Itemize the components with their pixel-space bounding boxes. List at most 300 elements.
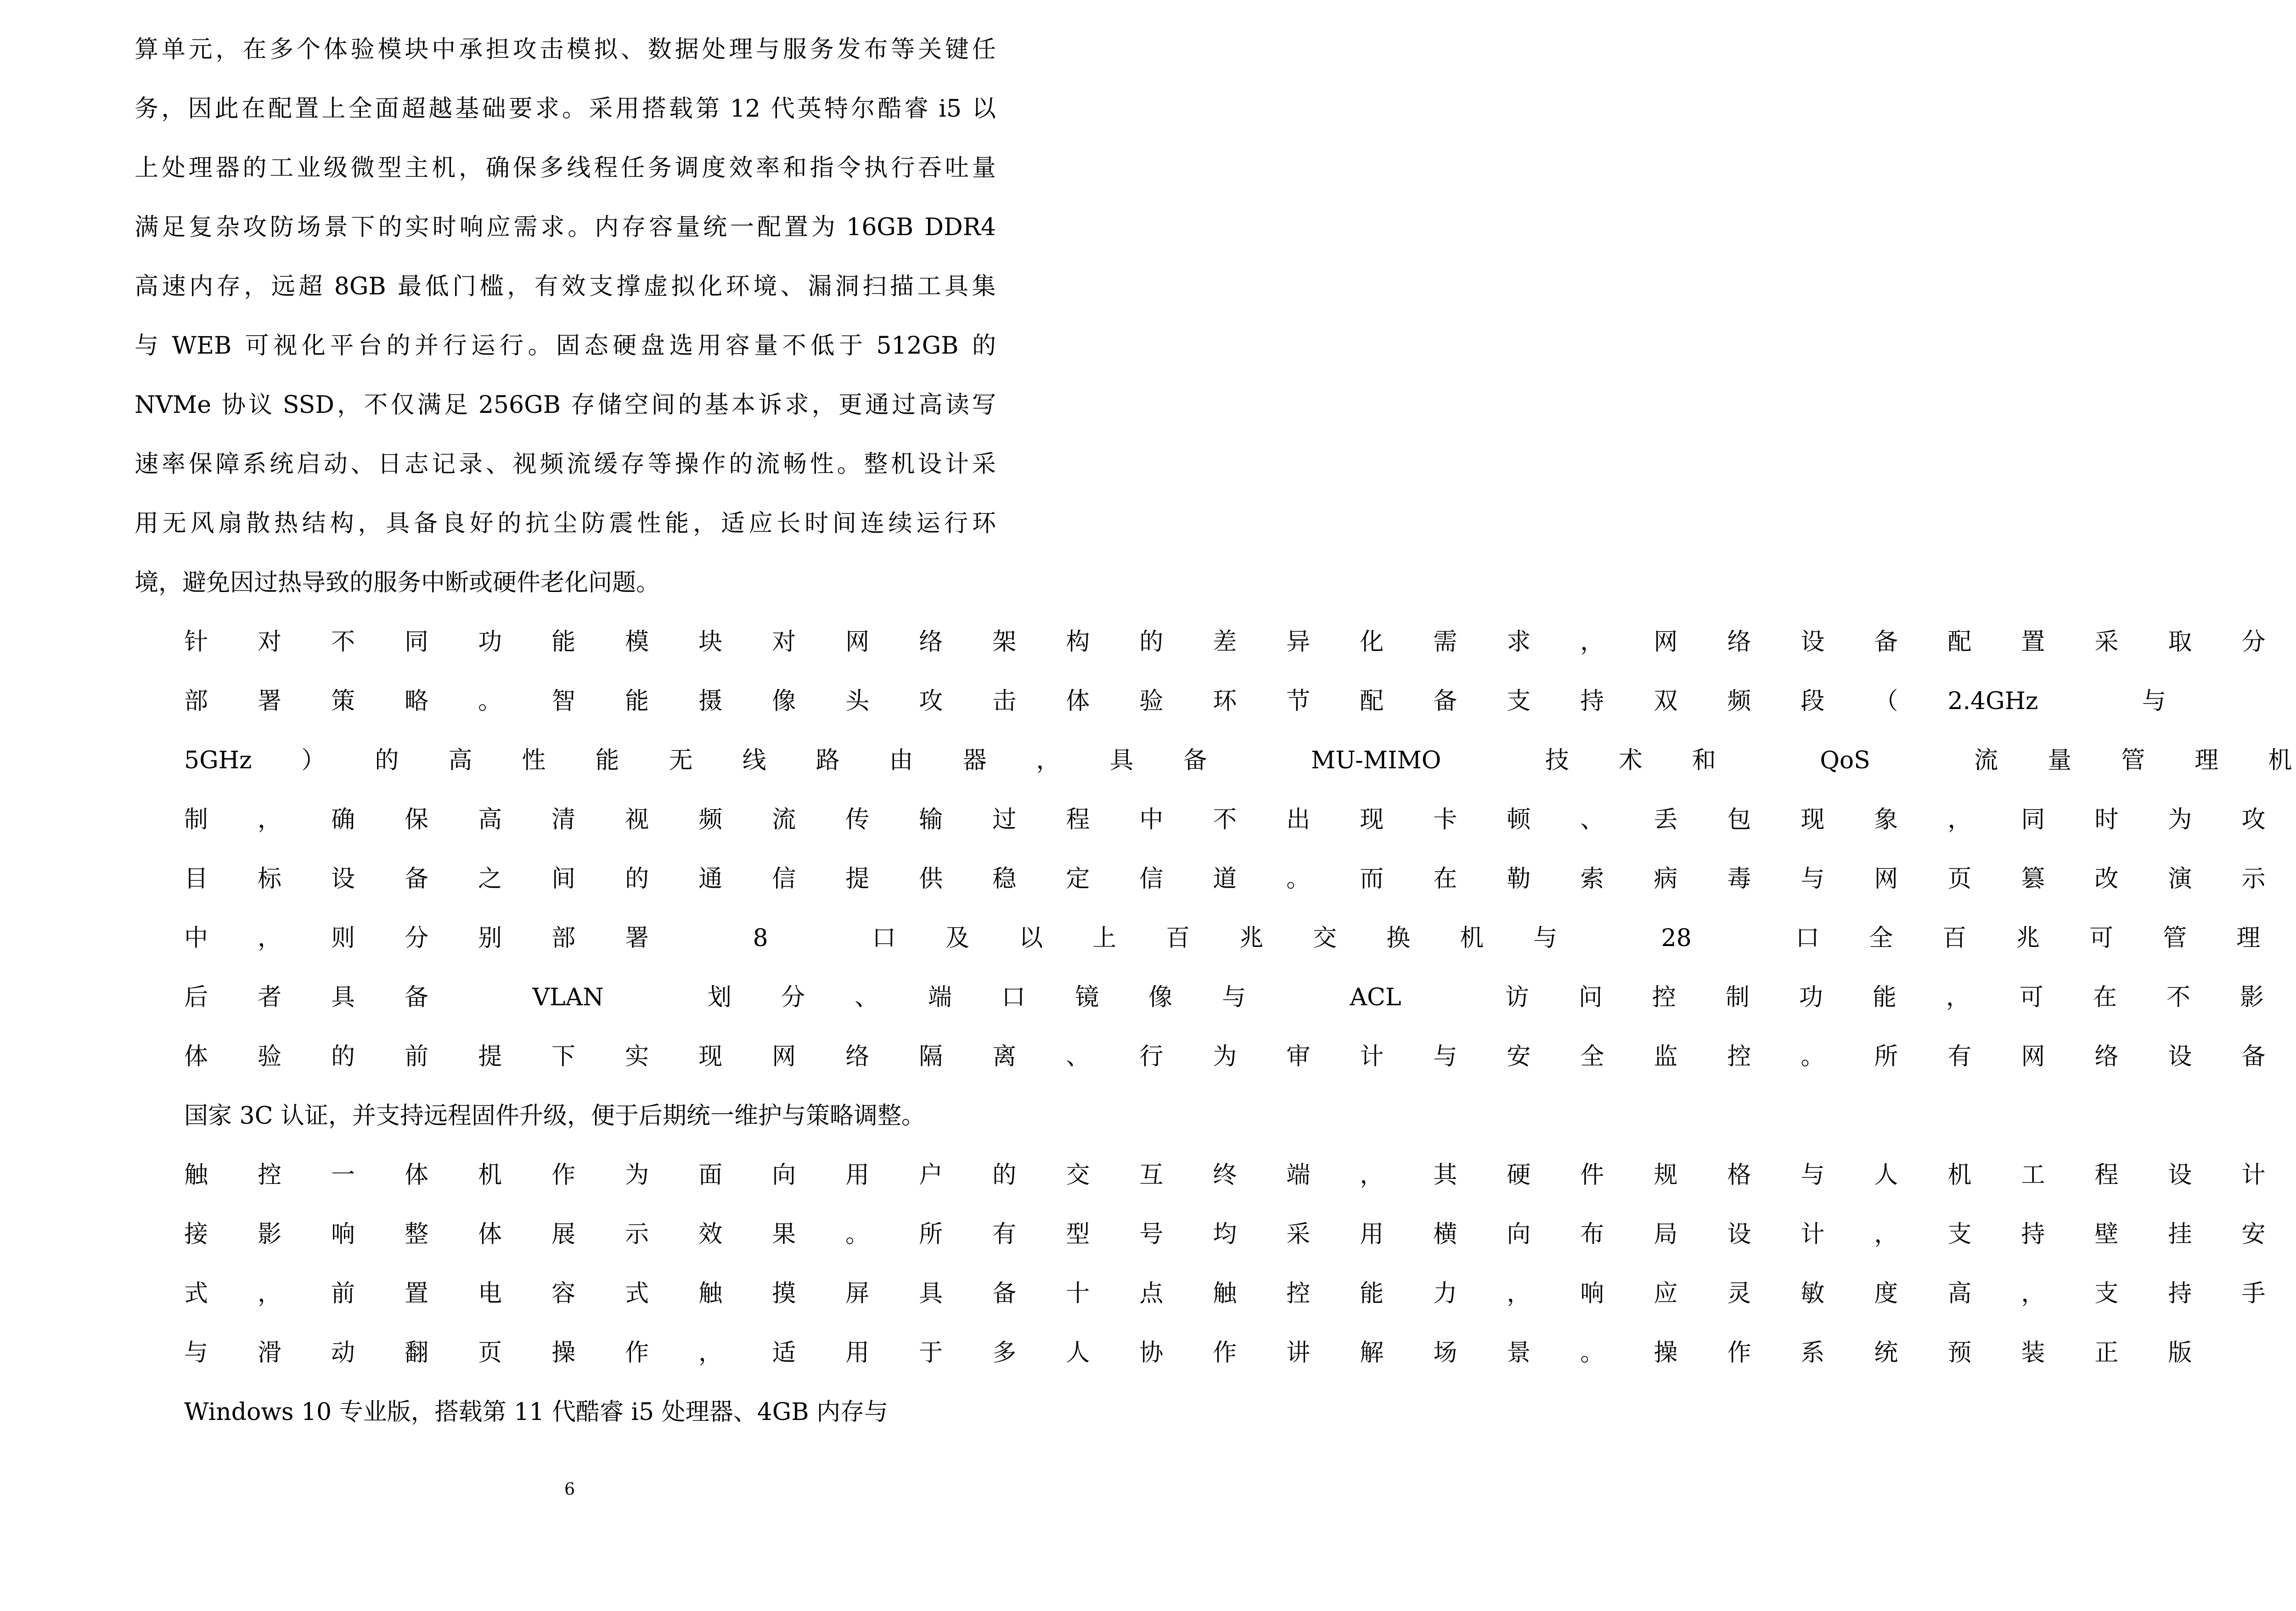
text-token: 更 [838,391,862,419]
text-token: 全 [1580,1043,1604,1070]
text-token: 洞 [835,273,859,300]
text-token: 全 [348,95,372,123]
text-token: 与 [135,332,159,360]
text-token [768,909,822,968]
text-token: 为 [1213,1043,1237,1070]
text-token: 为 [625,1161,649,1189]
text-token: 向 [1507,1221,1531,1248]
text-token: 布 [864,36,888,63]
text-token: 毒 [1727,865,1751,893]
text-token: 主 [405,154,429,182]
text-token: 电 [478,1280,502,1307]
text-token: 震 [609,510,633,537]
document-text-body [135,20,2292,1442]
text-token: 与 [1801,1161,1825,1189]
text-token: 与 [756,36,780,63]
text-token: ， [1946,984,1970,1011]
text-token: 扫 [862,273,887,300]
text-token: 持 [2168,1280,2192,1307]
text-token: 担 [485,36,510,63]
text-token: 效 [729,154,753,182]
text-token: 满 [417,391,441,419]
text-token: 备 [405,865,429,893]
text-token: 果 [772,1221,796,1248]
text-token: 所 [1874,1043,1898,1070]
text-token: 视 [625,806,649,834]
text-token: 高 [135,273,159,300]
text-token: 续 [888,510,912,537]
text-token: 机 [478,1161,502,1189]
text-token: 终 [1213,1161,1237,1189]
text-token: 选 [669,332,693,360]
text-token: 启 [296,451,321,478]
text-token: 功 [478,628,502,656]
text-token: 勒 [1507,865,1531,893]
text-token: 承 [458,36,483,63]
text-token [2038,672,2092,731]
text-token: 与 [2142,687,2166,715]
text-token: 工 [917,273,941,300]
text-token: 象 [1874,806,1898,834]
text-token: 能 [595,747,619,774]
text-token: 版 [2168,1339,2192,1367]
text-token: 可 [2019,984,2043,1011]
text-token: 28 [1661,924,1692,952]
text-token: 智 [551,687,576,715]
text-token: 基 [455,95,479,123]
text-token: 本 [731,391,755,419]
text-token: 取 [2168,628,2192,656]
text-token [931,79,936,139]
text-token: 屏 [845,1280,870,1307]
text-token: 触 [184,1161,208,1189]
text-token: 速 [135,451,159,478]
text-token: 键 [945,36,969,63]
text-token: 响 [331,1221,355,1248]
text-token: 攻 [512,36,537,63]
text-token: 头 [845,687,870,715]
text-token: 结 [302,510,326,537]
text-token: 务 [647,154,672,182]
text-token: 可 [245,332,269,360]
text-token: 务 [810,36,834,63]
text-token: 者 [258,984,282,1011]
text-token: ， [258,1280,282,1307]
text-token: 率 [161,451,186,478]
text-token: 验 [350,36,375,63]
text-token: 不 [782,332,806,360]
text-token: 诉 [758,391,782,419]
text-token: 现 [1801,806,1825,834]
text-token: 响 [459,214,484,241]
text-token: 一 [730,214,754,241]
text-line [135,494,996,553]
text-token: 触 [698,1280,723,1307]
text-token: 对 [258,628,282,656]
text-token: 挂 [2168,1221,2192,1248]
text-token: 像 [1148,984,1173,1011]
text-token: 景 [1507,1339,1531,1367]
text-token: 量 [754,332,778,360]
text-token: 256GB [478,391,561,419]
text-token: 理 [188,154,213,182]
text-token [867,316,872,376]
text-token: 网 [1654,628,1678,656]
text-token [649,909,703,968]
text-line [135,79,996,139]
text-token: 功 [1799,984,1823,1011]
text-token: 控 [1727,1043,1751,1070]
text-token: 处 [702,36,726,63]
text-token: 管 [2121,747,2145,774]
text-token: 击 [992,687,1017,715]
text-token: 系 [242,451,267,478]
text-token: 作 [1727,1339,1751,1367]
text-token: 监 [1654,1043,1678,1070]
text-token [1441,731,1495,790]
text-token: 酷 [878,95,902,123]
text-line [135,1205,2266,1264]
text-token: 上 [135,154,159,182]
text-token: ， [811,391,836,419]
text-token: 元 [188,36,213,63]
text-token: 应 [486,214,511,241]
text-token [563,376,568,435]
text-token: 摸 [772,1280,796,1307]
text-token: 流 [756,451,780,478]
text-token: 现 [1360,806,1384,834]
text-token: 手 [2241,1280,2266,1307]
text-token [2265,1146,2296,1205]
text-token: 操 [675,451,699,478]
text-token: 应 [1654,1280,1678,1307]
text-token: 日 [377,451,402,478]
text-token: 度 [1874,1280,1898,1307]
text-token: 流 [772,806,796,834]
text-token: 交 [1313,924,1337,952]
text-token: 容 [726,332,750,360]
text-token: 模 [377,36,402,63]
text-token: 页 [1947,865,1972,893]
text-token: 个 [296,36,321,63]
page-number: 6 [564,1480,575,1499]
text-token: 漏 [808,273,832,300]
text-token: 多 [540,154,564,182]
text-token: 。 [528,332,552,360]
text-token: 持 [1580,687,1604,715]
text-token: 时 [805,510,829,537]
text-token: 并 [415,332,439,360]
text-token: 等 [647,451,672,478]
text-token: 时 [432,214,456,241]
text-token [917,198,921,257]
text-token: 与 [1801,865,1825,893]
para-hardware-compute [135,20,996,613]
text-token: 速 [162,273,186,300]
text-token: 篡 [2021,865,2045,893]
text-token: 性 [522,747,546,774]
text-token: 兆 [2016,924,2040,952]
text-token: 频 [1727,687,1751,715]
text-token: 式 [625,1280,649,1307]
text-token: 2.4GHz [1947,687,2038,715]
text-token: 镜 [1075,984,1099,1011]
text-token: 拟 [671,273,695,300]
text-token: 在 [242,36,267,63]
text-token: 像 [772,687,796,715]
text-token [2265,613,2296,672]
text-token: 输 [919,806,943,834]
text-token: 现 [698,1043,723,1070]
text-token: i5 [939,95,962,123]
text-token: 微 [350,154,375,182]
text-token: 验 [1139,687,1164,715]
text-token: 化 [1360,628,1384,656]
text-token: 人 [1066,1339,1090,1367]
text-token: 络 [845,1043,870,1070]
text-token: 吞 [918,154,942,182]
text-token: 百 [1166,924,1190,952]
text-token: 具 [919,1280,943,1307]
text-token: 横 [1433,1221,1458,1248]
text-token: 可 [2089,924,2114,952]
text-token: 中 [1139,806,1164,834]
text-token: 备 [413,510,438,537]
text-token [964,79,969,139]
text-token: 内 [595,214,619,241]
text-token: 。 [837,451,861,478]
text-token: 超 [298,273,323,300]
text-line [135,1146,2266,1205]
text-token: 控 [1652,984,1676,1011]
text-token: 攻 [242,214,267,241]
text-token: 机 [1947,1161,1972,1189]
text-token: 络 [2094,1043,2119,1070]
text-token: 采 [1286,1221,1311,1248]
text-token: 络 [919,628,943,656]
text-token: ， [358,510,382,537]
text-token: 化 [698,273,723,300]
text-token: 防 [581,510,605,537]
text-token [763,79,768,139]
text-token: 网 [2021,1043,2045,1070]
text-token: 攻 [2241,806,2266,834]
text-token: 格 [1727,1161,1751,1189]
text-token: 备 [1874,628,1898,656]
text-line [135,1324,2192,1383]
text-token: 机 [1460,924,1484,952]
text-token: 解 [1360,1339,1384,1367]
text-token: 8GB [334,273,386,300]
text-token: 设 [1801,628,1825,656]
text-token: 的 [386,332,411,360]
text-token: 盘 [641,332,665,360]
text-token [2265,850,2296,909]
text-token: 好 [469,510,494,537]
text-token: 用 [1360,1221,1384,1248]
text-token: 单 [161,36,186,63]
text-token: 灵 [1727,1280,1751,1307]
text-token: 设 [2168,1161,2192,1189]
text-token: ） [301,747,326,774]
text-token [2265,1205,2296,1264]
text-token: 向 [772,1161,796,1189]
text-token: 议 [248,391,273,419]
text-token: 采 [972,451,996,478]
text-token: 、 [620,36,645,63]
text-token: 示 [625,1221,649,1248]
text-token: 用 [845,1161,870,1189]
text-token: 畅 [782,451,807,478]
text-token: 构 [330,510,354,537]
text-token: 面 [375,95,399,123]
text-token: 抗 [525,510,550,537]
text-token [428,968,483,1027]
text-token: ， [215,36,240,63]
text-token: 后 [184,984,208,1011]
text-token: 间 [832,510,856,537]
text-line [135,435,996,494]
text-line-content: Windows 10 专业版，搭载第 11 代酷睿 i5 处理器、4GB 内存与 [184,1398,889,1426]
text-token: 备 [1433,687,1458,715]
text-token: 及 [945,924,970,952]
text-token: 互 [1139,1161,1164,1189]
text-token: 保 [512,154,537,182]
text-token: 热 [274,510,298,537]
text-token: ， [458,154,483,182]
text-token: 超 [401,95,426,123]
text-token: 运 [471,332,495,360]
text-token: 署 [625,924,649,952]
text-token: 率 [756,154,780,182]
text-token: 体 [478,1221,502,1248]
text-token [471,376,475,435]
text-token: 道 [1213,865,1237,893]
text-token: ， [161,95,186,123]
text-token: 。 [562,95,586,123]
text-token: 512GB [876,332,959,360]
text-token: 置 [405,1280,429,1307]
text-token: 。 [568,214,592,241]
text-token: 清 [551,806,576,834]
text-token: 十 [1066,1280,1090,1307]
text-token: 良 [441,510,466,537]
text-token: ， [1507,1280,1531,1307]
text-token: 不 [331,628,355,656]
text-token: 采 [2094,628,2119,656]
text-token: 配 [268,95,292,123]
text-token: 视 [512,451,537,478]
text-token: 的 [497,510,522,537]
text-token: 远 [271,273,295,300]
text-token [722,79,727,139]
text-token: 目 [184,865,208,893]
text-token: 基 [704,391,729,419]
text-token: 散 [246,510,270,537]
text-line [135,731,2292,790]
text-token: 的 [331,1043,355,1070]
text-token: 长 [777,510,801,537]
text-token: 连 [860,510,884,537]
text-token: 确 [331,806,355,834]
text-token: 设 [2168,1043,2192,1070]
text-line [135,850,2266,909]
text-token: 定 [1066,865,1090,893]
text-token: 块 [405,36,429,63]
text-token: 安 [2241,1221,2266,1248]
text-token: 备 [992,1280,1017,1307]
text-token: 第 [695,95,720,123]
text-token: 风 [190,510,214,537]
text-token: 确 [485,154,510,182]
text-token: 设 [331,865,355,893]
text-token: ， [692,510,717,537]
text-token: ACL [1350,984,1401,1011]
text-token: 管 [2163,924,2187,952]
text-token: NVMe [135,391,212,419]
text-token: 的 [375,747,399,774]
text-token: 审 [1286,1043,1311,1070]
text-token: 的 [729,451,753,478]
text-token: 号 [1139,1221,1164,1248]
text-token: ， [2021,1280,2045,1307]
text-token: 记 [432,451,456,478]
text-token: 离 [992,1043,1017,1070]
text-token: 包 [1727,806,1751,834]
text-token: 求 [1507,628,1531,656]
text-token: 保 [188,451,213,478]
text-token: 正 [2094,1339,2119,1367]
text-token: 差 [1213,628,1237,656]
text-token: 适 [772,1339,796,1367]
text-token: ， [337,391,361,419]
text-token [163,316,168,376]
text-token: 槛 [479,273,504,300]
text-token [1716,731,1770,790]
text-token: 求 [540,214,565,241]
text-token: 保 [405,806,429,834]
text-token: 局 [1654,1221,1678,1248]
text-token: 不 [1213,806,1237,834]
text-token: 程 [594,154,618,182]
text-token: 线 [742,747,766,774]
text-token: 所 [919,1221,943,1248]
text-token: 要 [508,95,533,123]
text-token: 有 [992,1221,1017,1248]
text-token: 吐 [945,154,969,182]
text-token: 虚 [643,273,668,300]
text-token: 睿 [904,95,929,123]
text-token: 同 [405,628,429,656]
para-touch-terminal [135,1146,2266,1442]
text-token: 。 [478,687,502,715]
text-token: 技 [1545,747,1569,774]
text-token: ， [507,273,531,300]
text-token: 因 [188,95,212,123]
text-token: 示 [2241,865,2266,893]
text-token: 景 [324,214,348,241]
text-token [1692,909,1746,968]
text-token: 在 [241,95,265,123]
text-line [135,790,2266,850]
text-token: 以 [972,95,996,123]
text-token: 器 [962,747,987,774]
text-token: 信 [772,865,796,893]
text-token: 、 [350,451,375,478]
text-token: 整 [864,451,888,478]
text-token: 程 [2094,1161,2119,1189]
text-token: 装 [2021,1339,2045,1367]
